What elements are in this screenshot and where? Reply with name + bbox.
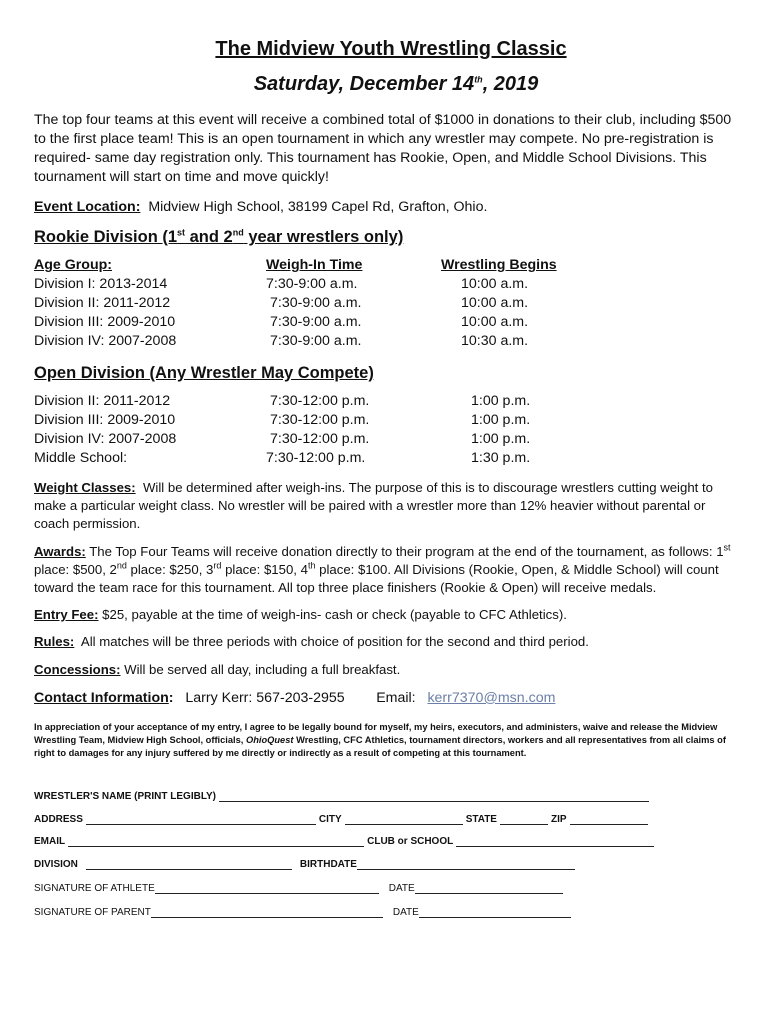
age-group-header: Age Group: (34, 257, 113, 273)
begins-cell: 1:00 p.m. (471, 412, 531, 428)
rookie-division-heading (34, 228, 740, 247)
parent-date-field[interactable] (419, 908, 571, 918)
rules-label: Rules: (34, 634, 75, 650)
parent-date-label: DATE (392, 906, 419, 918)
open-division-heading: Open Division (Any Wrestler May Compete) (34, 364, 374, 382)
weigh-cell: 7:30-9:00 a.m. (270, 314, 362, 330)
form-row-athlete-signature (34, 870, 740, 894)
parent-signature-field[interactable] (151, 908, 383, 918)
table-row (34, 430, 740, 449)
weigh-cell: 7:30-12:00 p.m. (270, 393, 370, 409)
event-title: The Midview Youth Wrestling Classic (215, 38, 567, 60)
event-date (52, 73, 740, 96)
age-cell: Division III: 2009-2010 (34, 314, 176, 330)
location-label: Event Location: (34, 199, 141, 215)
awards-text: The Top Four Teams will receive donation directly to their program at the end of the tournament, as follows: 1 (89, 543, 724, 559)
contact-name-phone: Larry Kerr: 567-203-2955 (185, 689, 345, 706)
age-cell: Division III: 2009-2010 (34, 412, 176, 428)
state-field[interactable] (500, 815, 548, 825)
weigh-cell: 7:30-9:00 a.m. (266, 276, 358, 292)
athlete-signature-field[interactable] (155, 884, 379, 894)
begins-cell: 1:00 p.m. (471, 431, 531, 447)
begins-cell: 10:00 a.m. (461, 295, 529, 311)
rookie-heading-sup: st (177, 227, 186, 238)
form-row-address (34, 802, 740, 825)
waiver-text: Wrestling, CFC Athletics, tournament directors, workers and all representatives from all claims of right to damages for any injury suffered by me directly or indirectly as a result of competing at this tournament. (34, 734, 726, 758)
entry-fee-section (34, 606, 740, 624)
waiver-paragraph (34, 721, 740, 760)
rookie-heading-sup: nd (232, 227, 244, 238)
contact-section (34, 690, 740, 706)
wrestling-begins-header: Wrestling Begins (441, 257, 557, 273)
age-cell: Division IV: 2007-2008 (34, 333, 177, 349)
awards-label: Awards: (34, 543, 86, 559)
table-row (34, 275, 740, 294)
division-field[interactable] (86, 860, 292, 870)
concessions-text: Will be served all day, including a full breakfast. (124, 661, 401, 677)
form-row-email (34, 825, 740, 848)
email-field[interactable] (68, 837, 364, 847)
form-row-division (34, 847, 740, 870)
age-cell: Division II: 2011-2012 (34, 295, 171, 311)
rookie-heading-part: and 2 (185, 228, 233, 246)
waiver-italic: OhioQuest (245, 734, 294, 745)
form-row-name (34, 780, 740, 803)
location-value: Midview High School, 38199 Capel Rd, Grafton, Ohio. (148, 199, 488, 215)
division-label: DIVISION (34, 858, 78, 870)
birthdate-field[interactable] (357, 860, 575, 870)
entry-fee-label: Entry Fee: (34, 607, 99, 623)
date-text: Saturday, December 14 (253, 73, 475, 95)
email-form-label: EMAIL (34, 836, 66, 848)
address-label: ADDRESS (34, 813, 83, 825)
athlete-date-field[interactable] (415, 884, 563, 894)
rules-text: All matches will be three periods with choice of position for the second and third period. (80, 634, 589, 650)
email-link[interactable]: kerr7370@msn.com (427, 689, 556, 706)
table-header-row (34, 256, 740, 275)
wrestler-name-label: WRESTLER'S NAME (PRINT LEGIBLY) (34, 791, 217, 803)
weigh-cell: 7:30-12:00 p.m. (266, 450, 366, 466)
entry-fee-text: $25, payable at the time of weigh-ins- cash or check (payable to CFC Athletics). (102, 607, 567, 623)
age-cell: Division I: 2013-2014 (34, 276, 168, 292)
city-field[interactable] (345, 815, 463, 825)
age-cell: Middle School: (34, 450, 128, 466)
event-location (34, 199, 740, 215)
weigh-cell: 7:30-9:00 a.m. (270, 333, 362, 349)
begins-cell: 10:00 a.m. (461, 314, 529, 330)
awards-sup: st (723, 542, 731, 553)
weigh-cell: 7:30-9:00 a.m. (270, 295, 362, 311)
address-field[interactable] (86, 815, 316, 825)
begins-cell: 1:00 p.m. (471, 393, 531, 409)
registration-form (34, 780, 740, 918)
table-row (34, 313, 740, 332)
athlete-signature-label: SIGNATURE OF ATHLETE (34, 882, 155, 894)
intro-paragraph: The top four teams at this event will receive a combined total of $1000 in donations to their club, including $500 to the first place team! This is an open tournament in which any wrestler may compete. No pre-registration is required- same day registration only. This tournament has Rookie, Open, and Middle School Divisions. This tournament will start on time and move quickly! (34, 112, 732, 185)
weigh-cell: 7:30-12:00 p.m. (270, 431, 370, 447)
awards-section (34, 543, 740, 598)
club-school-label: CLUB or SCHOOL (367, 836, 454, 848)
rookie-schedule-table (34, 256, 740, 351)
weigh-cell: 7:30-12:00 p.m. (270, 412, 370, 428)
club-school-field[interactable] (456, 837, 654, 847)
begins-cell: 1:30 p.m. (471, 450, 531, 466)
waiver-text: In appreciation of your acceptance of my entry, I agree to be legally bound for myself, my heirs, executors, and administers, waive and release the Midview Wrestling Team, Midview High School, officials, (34, 721, 718, 745)
concessions-section (34, 661, 740, 679)
table-row (34, 411, 740, 430)
concessions-label: Concessions: (34, 661, 121, 677)
rules-section (34, 633, 740, 651)
awards-sup: nd (116, 560, 127, 571)
state-label: STATE (465, 813, 497, 825)
rookie-heading-part: Rookie Division (1 (34, 228, 178, 246)
form-row-parent-signature (34, 894, 740, 918)
begins-cell: 10:00 a.m. (461, 276, 529, 292)
contact-colon: : (168, 689, 174, 706)
table-row (34, 392, 740, 411)
awards-text: place: $150, 4 (221, 561, 308, 577)
weight-classes-label: Weight Classes: (34, 480, 136, 495)
weight-classes-section (34, 479, 740, 534)
begins-cell: 10:30 a.m. (461, 333, 529, 349)
email-label: Email: (376, 689, 416, 706)
weight-classes-text: Will be determined after weigh-ins. The purpose of this is to discourage wrestlers cutting weight to make a particular weight class. No wrestler will be paired with a wrestler more than 12% heavier without parental or coach permission. (34, 480, 713, 532)
age-cell: Division IV: 2007-2008 (34, 431, 177, 447)
open-schedule-table (34, 392, 740, 468)
birthdate-label: BIRTHDATE (299, 858, 357, 870)
city-label: CITY (318, 813, 342, 825)
table-row (34, 332, 740, 351)
date-year: , 2019 (482, 73, 539, 95)
awards-text: place: $500, 2 (34, 561, 117, 577)
table-row (34, 294, 740, 313)
table-row (34, 449, 740, 468)
date-superscript: th (474, 74, 483, 85)
athlete-date-label: DATE (388, 882, 415, 894)
awards-text: place: $100. All Divisions (Rookie, Open, & Middle School) will count toward the team race for this tournament. All top three place finishers (Rookie & Open) will receive medals. (34, 561, 719, 596)
flyer-page (34, 38, 740, 918)
awards-text: place: $250, 3 (126, 561, 214, 577)
zip-field[interactable] (570, 815, 648, 825)
contact-label: Contact Information (34, 689, 169, 706)
zip-label: ZIP (550, 813, 567, 825)
wrestler-name-field[interactable] (219, 792, 649, 802)
age-cell: Division II: 2011-2012 (34, 393, 171, 409)
rookie-heading-part: year wrestlers only) (243, 228, 404, 246)
awards-sup: th (307, 560, 316, 571)
weigh-in-header: Weigh-In Time (266, 257, 363, 273)
awards-sup: rd (213, 560, 222, 571)
parent-signature-label: SIGNATURE OF PARENT (34, 906, 151, 918)
